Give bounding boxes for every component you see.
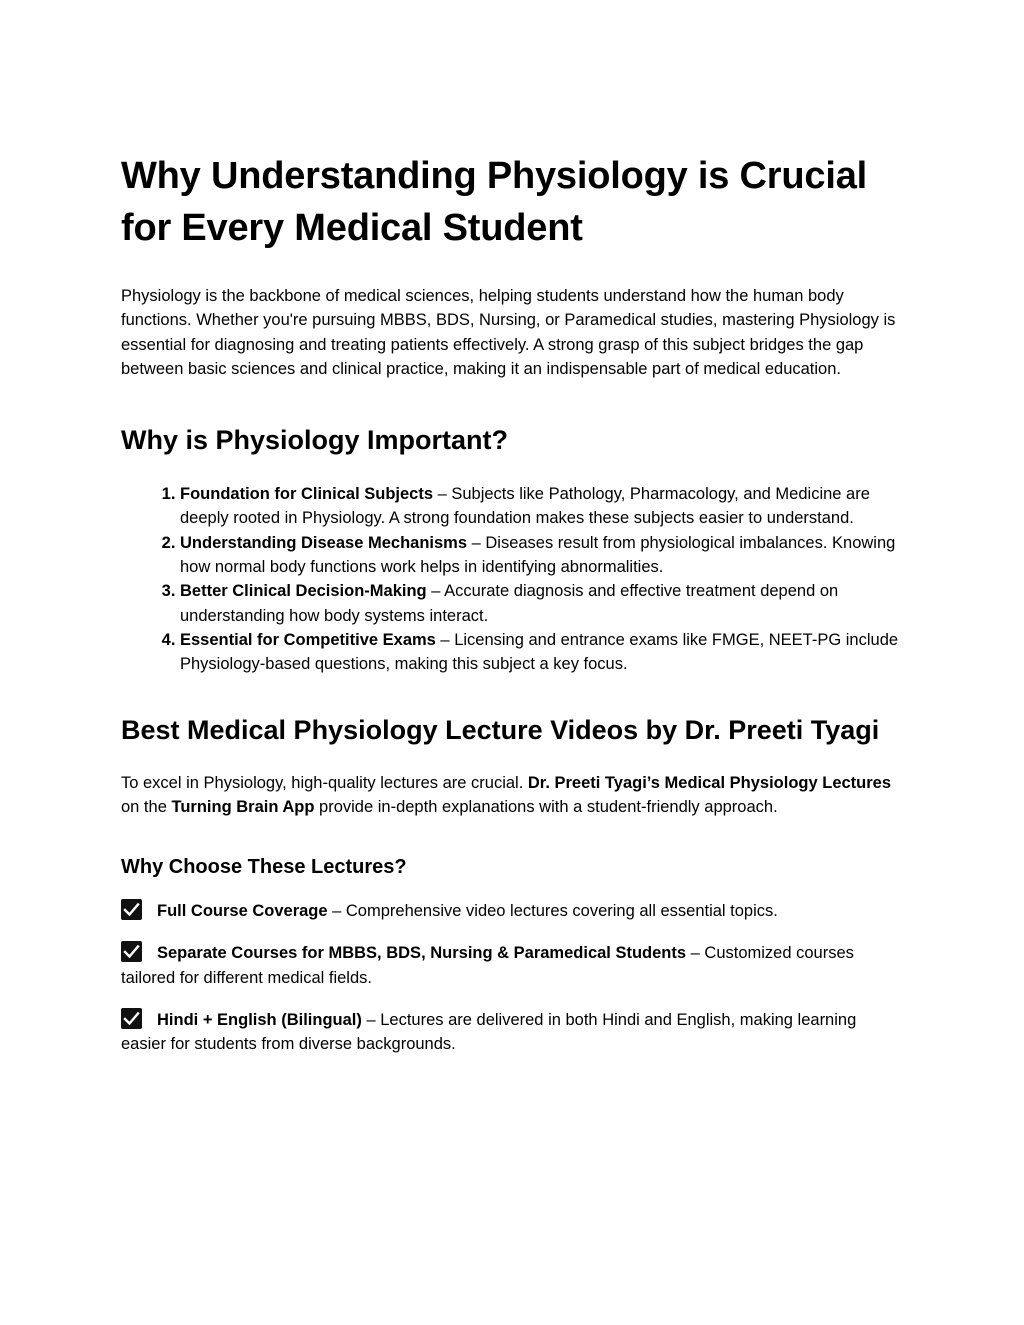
checkbox-checked-icon	[121, 1008, 142, 1029]
page-title: Why Understanding Physiology is Crucial for Every Medical Student	[121, 155, 867, 249]
checkbox-checked-icon	[121, 941, 142, 962]
subsection-heading-why-choose: Why Choose These Lectures?	[121, 856, 407, 879]
lectures-paragraph-text: on the	[121, 797, 172, 816]
importance-list	[121, 482, 901, 676]
feature-text: – Lectures are delivered in both Hindi and English, making learning easier for students from diverse backgrounds.	[121, 1011, 857, 1054]
lectures-paragraph-text: To excel in Physiology, high-quality lectures are crucial.	[121, 773, 528, 792]
feature-text: – Comprehensive video lectures covering all essential topics.	[327, 902, 778, 921]
list-item-title: Essential for Competitive Exams	[180, 630, 436, 649]
section-heading-importance: Why is Physiology Important?	[121, 425, 509, 456]
feature-title: Hindi + English (Bilingual)	[157, 1011, 362, 1030]
intro-paragraph: Physiology is the backbone of medical sciences, helping students understand how the human body functions. Whether you're pursuing MBBS, BDS, Nursing, or Paramedical studies, mastering Physiology is essential for diagnosing and treating patients effectively. A strong grasp of this subject bridges the gap between basic sciences and clinical practice, making it an indispensable part of medical education.	[121, 287, 896, 378]
list-item-title: Understanding Disease Mechanisms	[180, 533, 468, 552]
list-item	[180, 531, 901, 580]
list-item	[180, 628, 901, 677]
list-item-text: – Subjects like Pathology, Pharmacology, and Medicine are deeply rooted in Physiology. A strong foundation makes these subjects easier to understand.	[180, 485, 870, 528]
feature-title: Separate Courses for MBBS, BDS, Nursing & Paramedical Students	[157, 944, 687, 963]
section-heading-lectures: Best Medical Physiology Lecture Videos by Dr. Preeti Tyagi	[121, 714, 880, 745]
feature-title: Full Course Coverage	[157, 902, 328, 921]
lectures-name: Dr. Preeti Tyagi’s Medical Physiology Lectures	[527, 773, 892, 792]
list-item	[180, 482, 901, 531]
feature-text: – Customized courses tailored for different medical fields.	[121, 944, 854, 987]
list-item-title: Better Clinical Decision-Making	[180, 582, 427, 601]
list-item-text: – Licensing and entrance exams like FMGE, NEET-PG include Physiology-based questions, making this subject a key focus.	[180, 630, 899, 674]
document-page	[121, 150, 901, 1075]
checkbox-checked-icon	[121, 899, 142, 920]
list-item	[180, 579, 901, 628]
lectures-paragraph-text: provide in-depth explanations with a student-friendly approach.	[314, 797, 778, 816]
app-name: Turning Brain App	[171, 797, 315, 816]
feature-item	[121, 1008, 901, 1057]
feature-item	[121, 899, 901, 923]
list-item-title: Foundation for Clinical Subjects	[180, 485, 434, 504]
list-item-text: – Diseases result from physiological imbalances. Knowing how normal body functions work helps in identifying abnormalities.	[180, 533, 896, 577]
list-item-text: – Accurate diagnosis and effective treatment depend on understanding how body systems interact.	[180, 582, 839, 625]
feature-item	[121, 941, 901, 990]
lectures-paragraph	[121, 771, 901, 820]
